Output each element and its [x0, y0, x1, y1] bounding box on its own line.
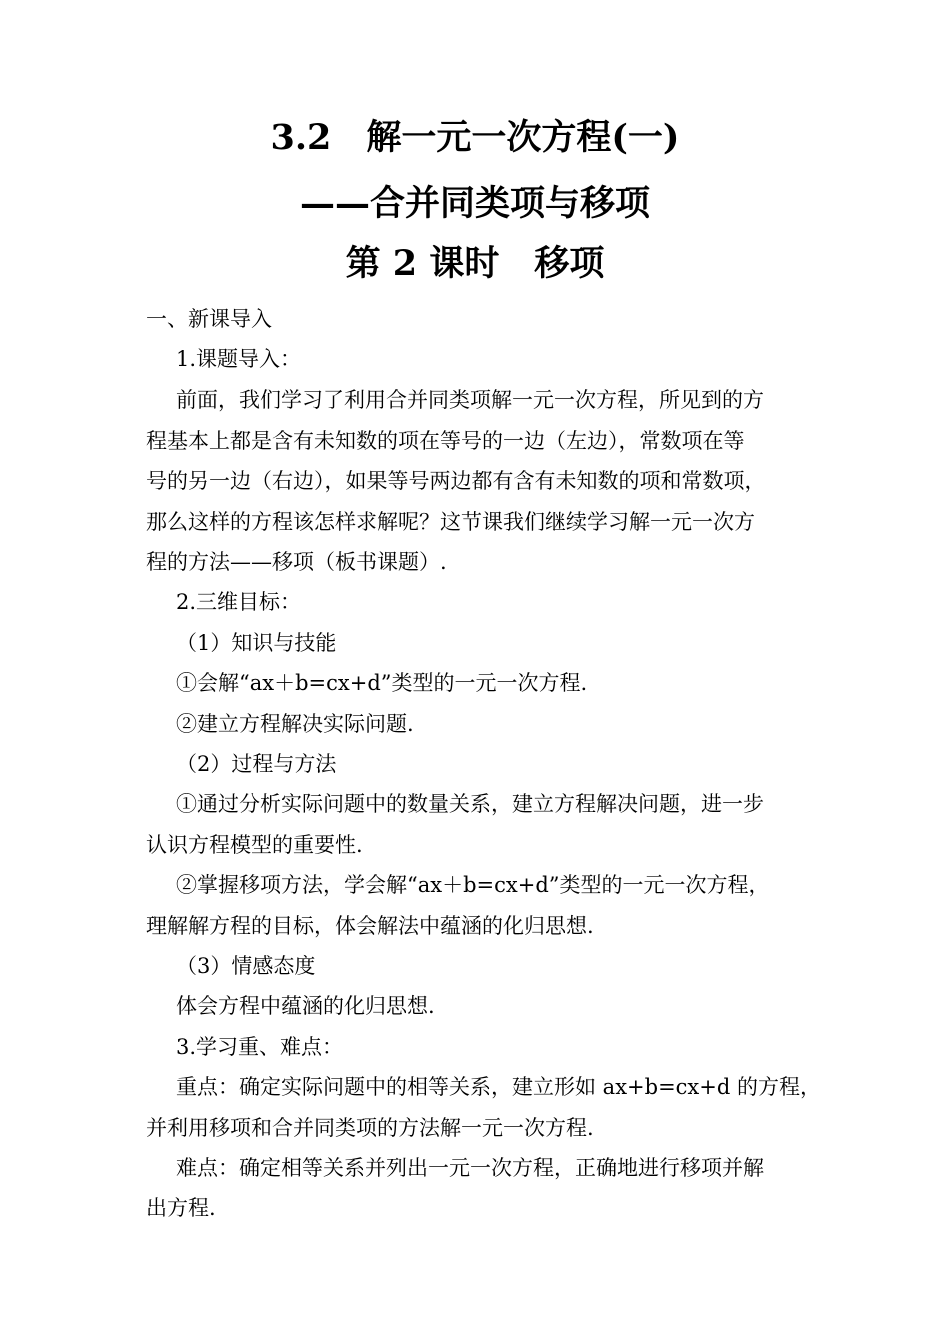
goal-2-item-2-line-1: ②掌握移项方法，学会解“ax＋b=cx+d”类型的一元一次方程， [176, 873, 770, 897]
difficulty-line-2: 出方程. [146, 1196, 216, 1220]
goal-2-heading: （2）过程与方法 [176, 752, 337, 776]
intro-line-3: 号的另一边（右边），如果等号两边都有含有未知数的项和常数项， [146, 469, 766, 493]
title-line-1: 3.2 解一元一次方程(一) [270, 117, 680, 158]
intro-line-2: 程基本上都是含有未知数的项在等号的一边（左边），常数项在等 [146, 429, 745, 453]
key-point-line-1: 重点：确定实际问题中的相等关系，建立形如 ax+b=cx+d 的方程， [176, 1075, 821, 1099]
goal-3-heading: （3）情感态度 [176, 954, 316, 978]
goal-2-item-2-line-2: 理解解方程的目标，体会解法中蕴涵的化归思想. [146, 914, 594, 938]
intro-line-4: 那么这样的方程该怎样求解呢？这节课我们继续学习解一元一次方 [146, 510, 755, 534]
title-line-3: 第 2 课时 移项 [345, 243, 605, 284]
goal-2-item-1-line-2: 认识方程模型的重要性. [146, 833, 363, 857]
subheading-key-difficult-points: 3.学习重、难点： [176, 1035, 344, 1059]
goal-1-item-2: ②建立方程解决实际问题. [176, 712, 414, 736]
difficulty-line-1: 难点：确定相等关系并列出一元一次方程，正确地进行移项并解 [176, 1156, 764, 1180]
intro-line-1: 前面，我们学习了利用合并同类项解一元一次方程，所见到的方 [176, 388, 764, 412]
subheading-topic-intro: 1.课题导入： [176, 347, 302, 371]
intro-line-5: 程的方法——移项（板书课题）. [146, 550, 447, 574]
key-point-line-2: 并利用移项和合并同类项的方法解一元一次方程. [146, 1116, 594, 1140]
section-heading-new-lesson: 一、新课导入 [146, 307, 272, 331]
goal-3-item-1: 体会方程中蕴涵的化归思想. [176, 994, 435, 1018]
goal-1-heading: （1）知识与技能 [176, 631, 337, 655]
title-line-2: ——合并同类项与移项 [299, 183, 650, 224]
subheading-three-goals: 2.三维目标： [176, 590, 302, 614]
goal-2-item-1-line-1: ①通过分析实际问题中的数量关系，建立方程解决问题，进一步 [176, 792, 764, 816]
goal-1-item-1: ①会解“ax＋b=cx+d”类型的一元一次方程. [176, 671, 588, 695]
